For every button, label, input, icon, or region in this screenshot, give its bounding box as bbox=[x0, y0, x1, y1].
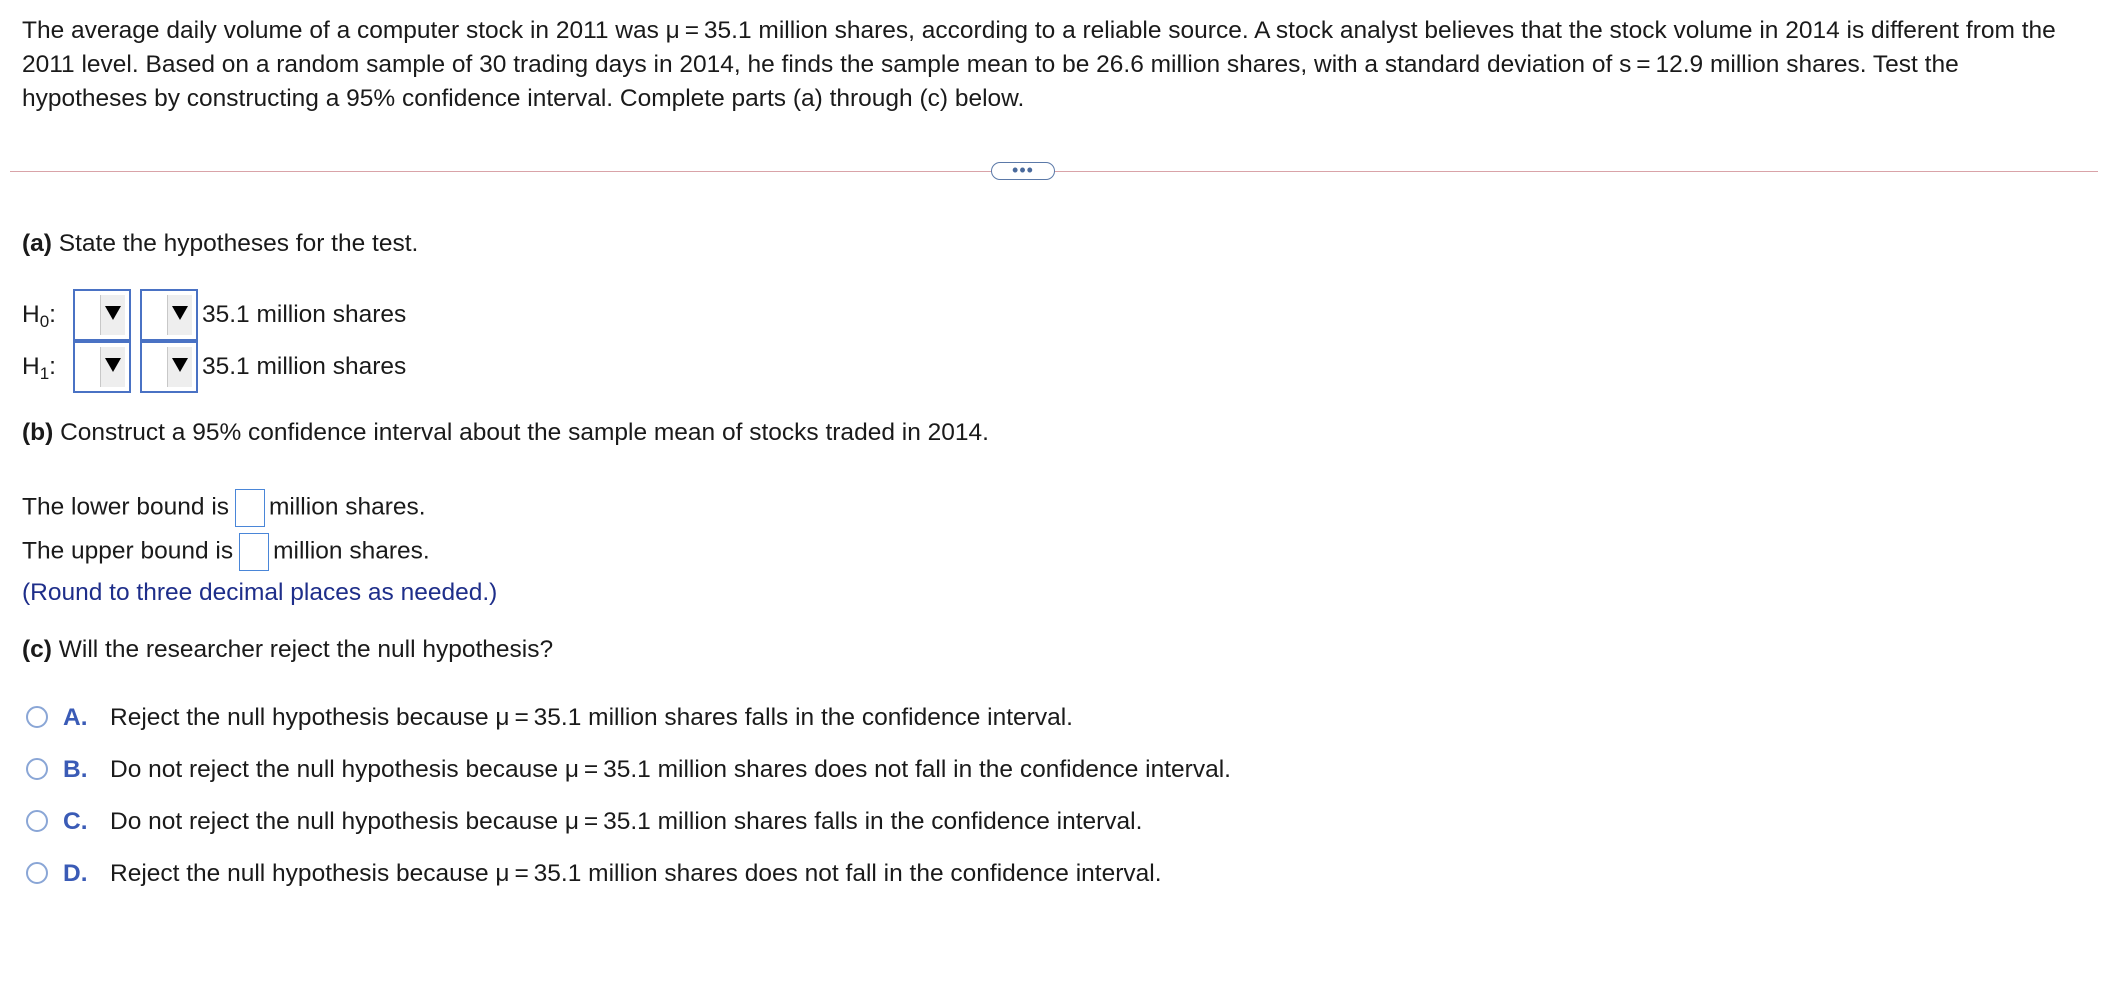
part-c-heading bbox=[22, 635, 553, 665]
choice-a-radio[interactable] bbox=[26, 706, 48, 728]
rounding-note: (Round to three decimal places as needed.) bbox=[22, 579, 498, 606]
upper-bound-row bbox=[22, 533, 430, 571]
choice-b-text: Do not reject the null hypothesis because μ = 35.1 million shares does not fall in the confidence interval. bbox=[110, 756, 1231, 783]
h1-operator-dropdown[interactable] bbox=[140, 341, 198, 393]
part-c-letter: (c) bbox=[22, 636, 52, 663]
lower-bound-row bbox=[22, 489, 426, 527]
choice-c-letter: C. bbox=[63, 808, 88, 835]
lower-bound-suffix: million shares. bbox=[269, 493, 426, 521]
part-a-letter: (a) bbox=[22, 230, 52, 257]
part-b-letter: (b) bbox=[22, 419, 54, 446]
h1-value: 35.1 million shares bbox=[202, 353, 407, 380]
lower-bound-input[interactable] bbox=[235, 489, 265, 527]
choice-a-text: Reject the null hypothesis because μ = 35.1 million shares falls in the confidence interval. bbox=[110, 704, 1073, 731]
choice-d[interactable] bbox=[24, 857, 1524, 891]
alternative-hypothesis-row bbox=[22, 341, 622, 393]
part-c-title: Will the researcher reject the null hypothesis? bbox=[58, 636, 554, 663]
choice-c[interactable] bbox=[24, 805, 1524, 839]
problem-statement: The average daily volume of a computer stock in 2011 was μ = 35.1 million shares, according to a reliable source. A stock analyst believes that the stock volume in 2014 is different from the 2011 level. Based on a random sample of 30 trading days in 2014, he finds the sample mean to be 26.6 million shares, with a standard deviation of s = 12.9 million shares. Test the hypotheses by constructing a 95% confidence interval. Complete parts (a) through (c) below. bbox=[22, 17, 2056, 112]
choice-b[interactable] bbox=[24, 753, 1524, 787]
choice-d-text: Reject the null hypothesis because μ = 35.1 million shares does not fall in the confidence interval. bbox=[110, 860, 1162, 887]
chevron-down-icon bbox=[100, 347, 125, 387]
upper-bound-prefix: The upper bound is bbox=[22, 537, 234, 565]
h0-value: 35.1 million shares bbox=[202, 301, 407, 328]
choice-b-radio[interactable] bbox=[26, 758, 48, 780]
part-a-title: State the hypotheses for the test. bbox=[58, 230, 419, 257]
choice-c-text: Do not reject the null hypothesis because μ = 35.1 million shares falls in the confidence interval. bbox=[110, 808, 1143, 835]
h1-parameter-dropdown[interactable] bbox=[73, 341, 131, 393]
choice-a[interactable] bbox=[24, 701, 1524, 735]
choice-d-radio[interactable] bbox=[26, 862, 48, 884]
part-b-heading bbox=[22, 418, 989, 448]
show-more-button[interactable]: ••• bbox=[991, 162, 1055, 180]
chevron-down-icon bbox=[167, 295, 192, 335]
h0-label: $H_0$: bbox=[22, 301, 56, 331]
h1-label: $H_1$: bbox=[22, 353, 56, 383]
chevron-down-icon bbox=[167, 347, 192, 387]
part-b-title: Construct a 95% confidence interval about the sample mean of stocks traded in 2014. bbox=[60, 419, 989, 446]
choice-a-letter: A. bbox=[63, 704, 88, 731]
choice-d-letter: D. bbox=[63, 860, 88, 887]
lower-bound-prefix: The lower bound is bbox=[22, 493, 230, 521]
choice-b-letter: B. bbox=[63, 756, 88, 783]
upper-bound-input[interactable] bbox=[239, 533, 269, 571]
null-hypothesis-row bbox=[22, 289, 622, 341]
h0-operator-dropdown[interactable] bbox=[140, 289, 198, 341]
choice-c-radio[interactable] bbox=[26, 810, 48, 832]
h0-parameter-dropdown[interactable] bbox=[73, 289, 131, 341]
upper-bound-suffix: million shares. bbox=[273, 537, 430, 565]
chevron-down-icon bbox=[100, 295, 125, 335]
part-a-heading bbox=[22, 229, 418, 259]
